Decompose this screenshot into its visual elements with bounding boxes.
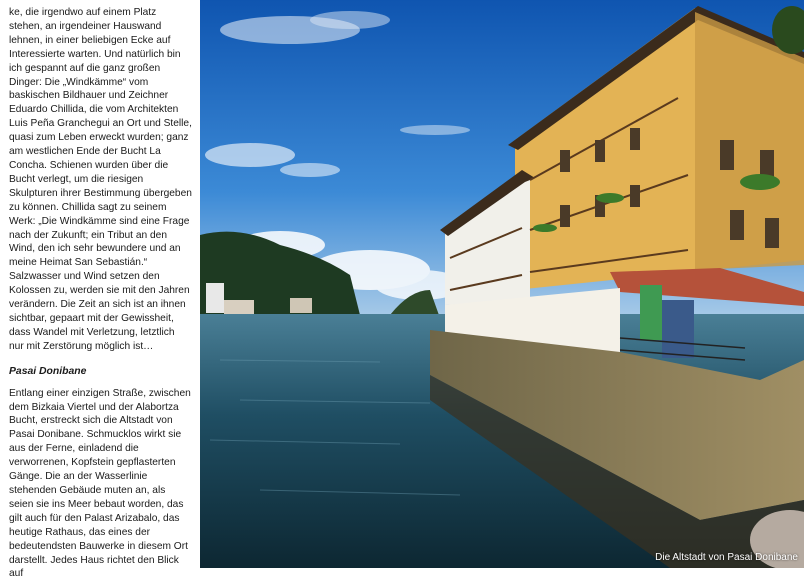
photo-caption: Die Altstadt von Pasai Donibane (655, 552, 798, 563)
harbour-photo (200, 0, 804, 568)
section-heading: Pasai Donibane (9, 365, 87, 377)
article-text-column (0, 0, 200, 580)
article-paragraph-1: ke, die irgendwo auf einem Platz stehen, an irgendeiner Hauswand lehnen, in einer beliebigen Ecke auf Interessierte warten. Und natürlich bin ich gespannt auf die ganz großen Dinger: Die „Windkämme“ vom baskischen Bildhauer und Zeichner Eduardo Chillida, die vom Architekten Luis Peña Granchegui an Ort und Stelle, quasi zum Leben erweckt wurden; ganz am westlichen Ende der Bucht La Concha. Schienen wurden über die Bucht verlegt, um die riesigen Skulpturen ihrer Bestimmung übergeben zu können. Chillida sagt zu seinem Werk: „Die Windkämme sind eine Frage nach der Zukunft; ein Tribut an den Wind, den ich sehr bewundere und an meine Heimat San Sebastián.“ Salzwasser und Wind setzen den Kolossen zu, werden sie mit den Jahren verändern. Die Zeit an sich ist an ihnen sichtbar, gepaart mit der Gewissheit, dass Wandel mit Verletzung, letztlich nur mit Zerstörung möglich ist… (9, 7, 192, 352)
article-paragraph-2: Entlang einer einzigen Straße, zwischen dem Bizkaia Viertel und der Alabortza Bucht, erstreckt sich die Altstadt von Pasai Donibane. Schmucklos wirkt sie aus der Ferne, einladend die verworrenen, Kopfstein gepflasterten Gänge. Die an der Wasserlinie stehenden Gebäude muten an, als seien sie ins Meer bebaut worden, das gilt auch für den Palast Arizabalo, das heutige Rathaus, das eines der bedeutendsten Bauwerke in diesem Ort darstellt. Jedes Haus richtet den Blick auf (9, 387, 191, 580)
